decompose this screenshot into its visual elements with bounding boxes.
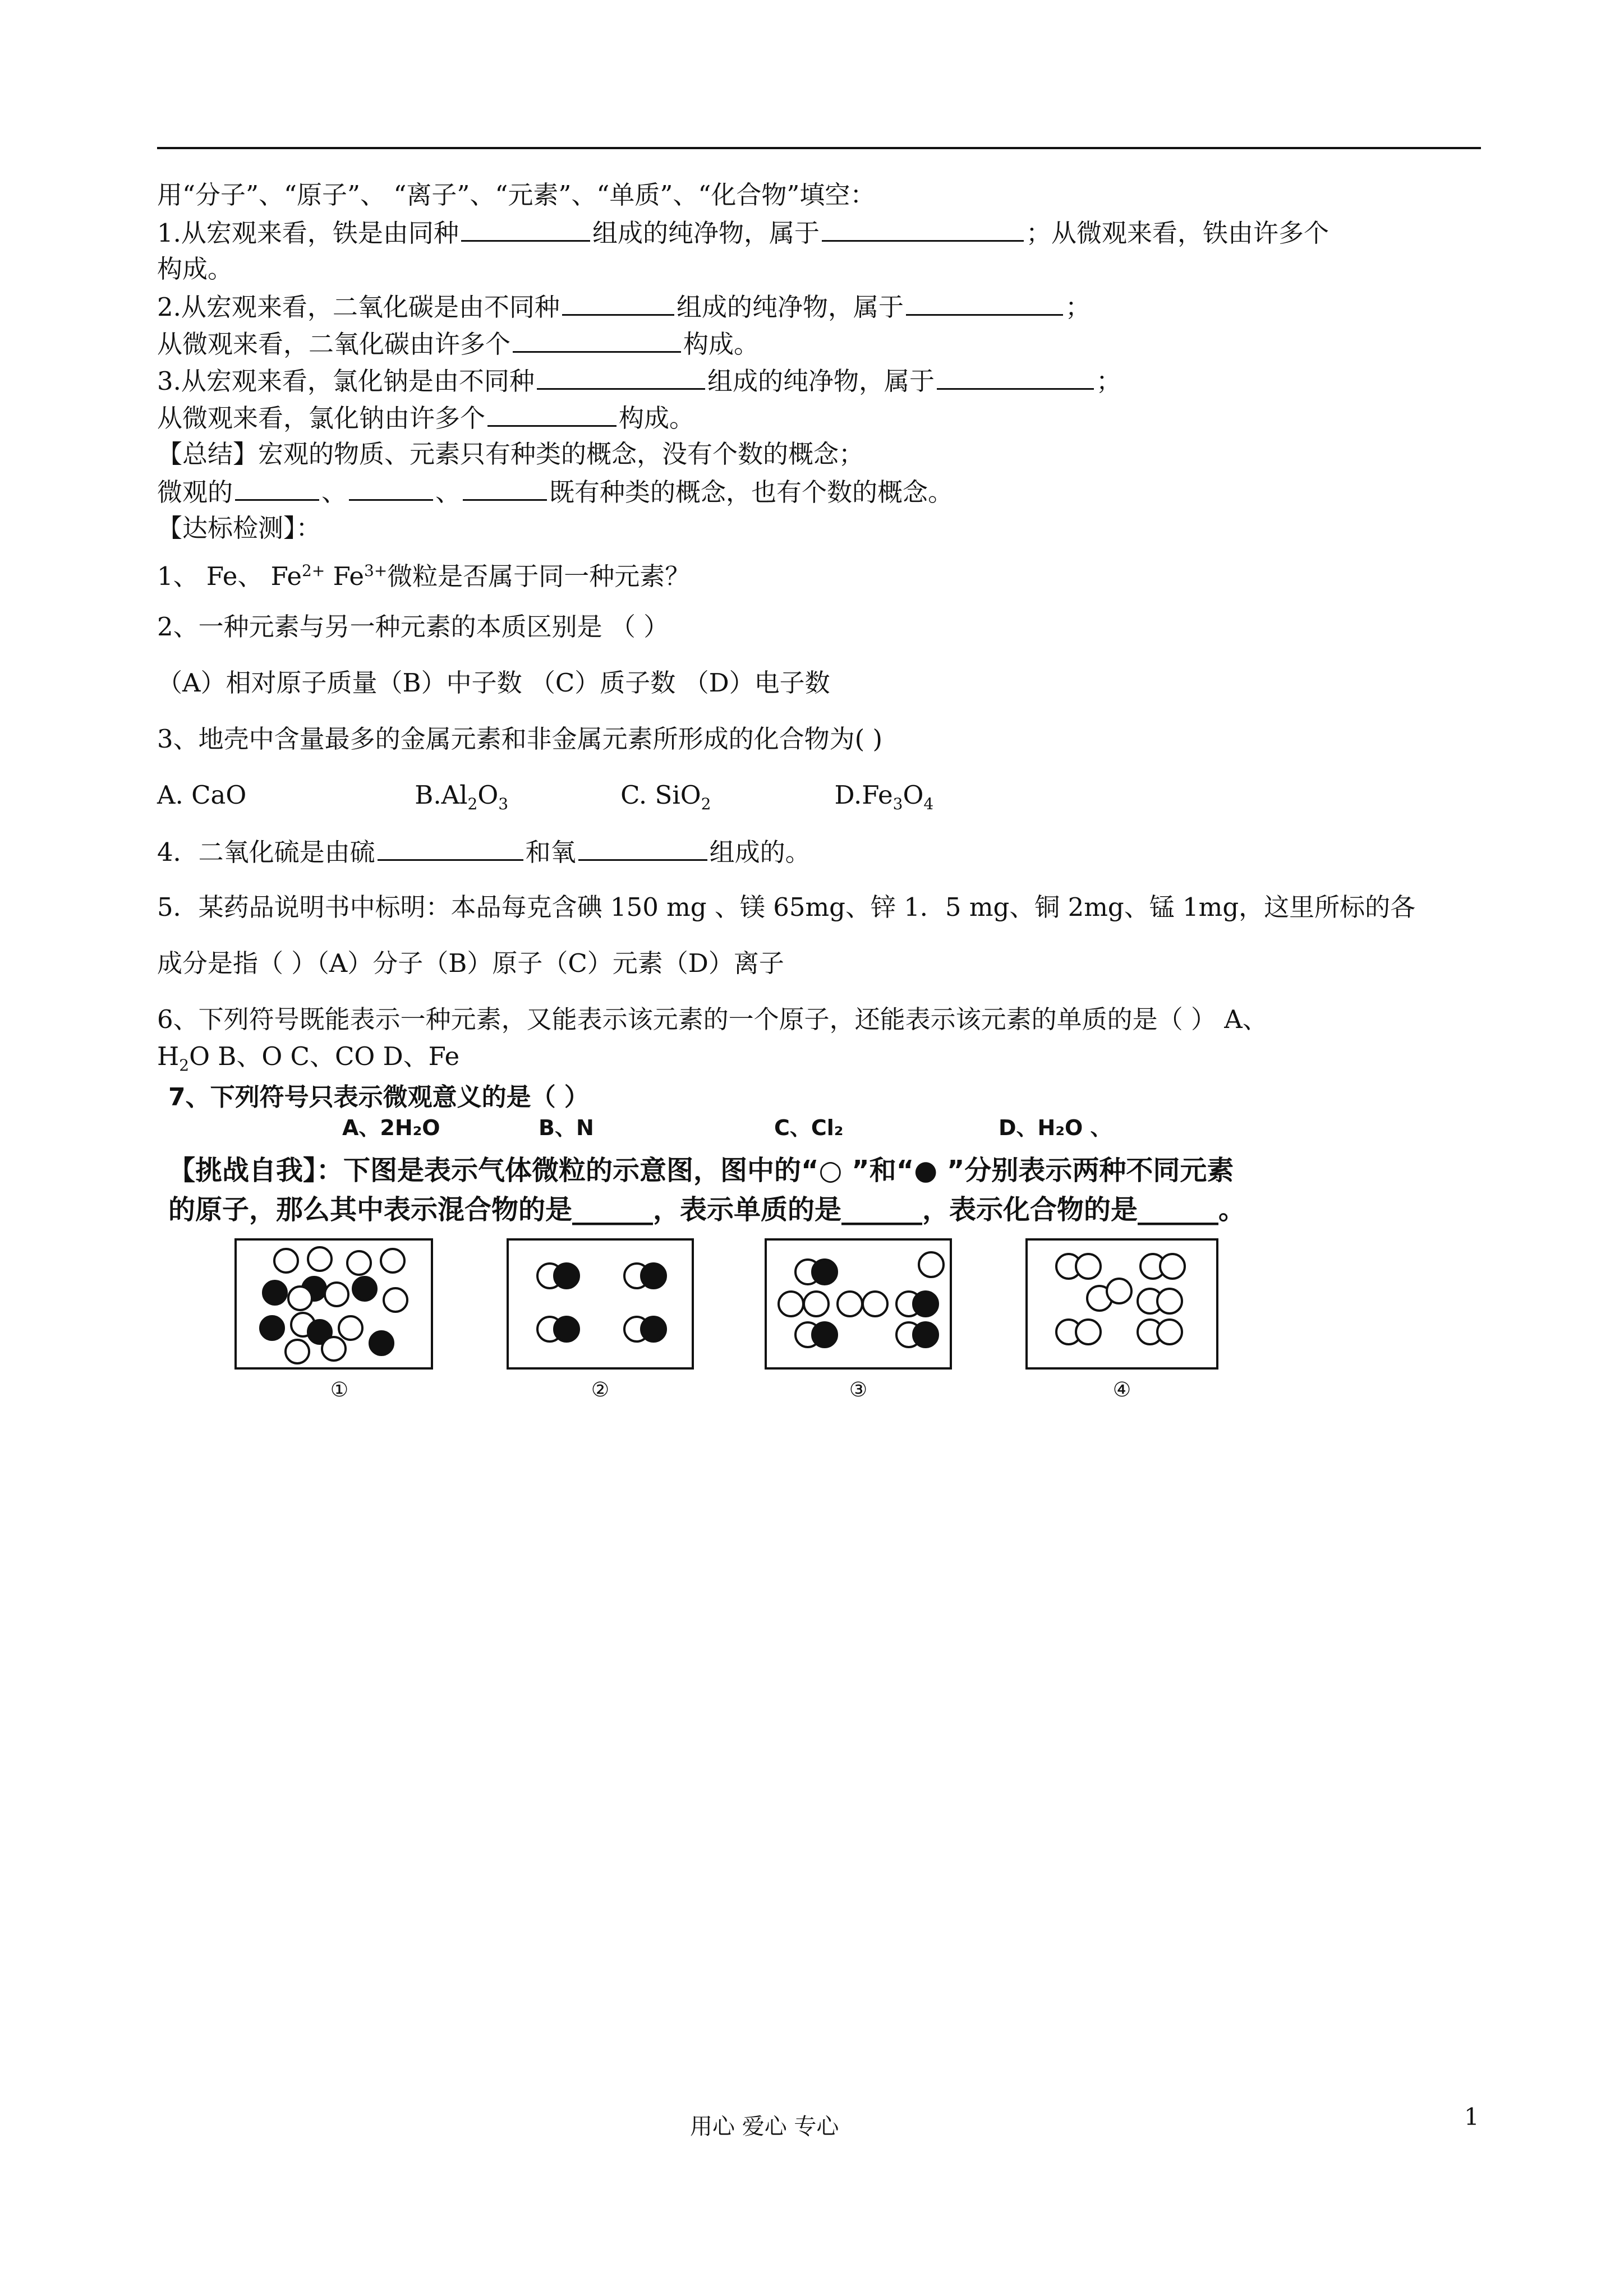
question-3-line-1: 3.从宏观来看，氯化钠是由不同种 组成的纯净物，属于 ； [157,363,1481,398]
box-label-2: ② [591,1378,610,1401]
blank[interactable] [906,289,1063,316]
question-1-line-1: 1.从宏观来看，铁是由同种 组成的纯净物，属于 ；从微观来看，铁由许多个 [157,215,1481,250]
option-b: B、N [539,1115,594,1140]
blank[interactable] [578,835,707,861]
scanned-question-image [157,1066,1447,1424]
test-3-question: 3、地壳中含量最多的金属元素和非金属元素所形成的化合物为( ) [157,724,883,754]
option-c: C、Cl₂ [774,1115,844,1140]
blank[interactable] [463,474,547,501]
test-3-options: A. CaO $B.Al_2O_3$ C. SiO$_2$ $D.Fe_3O_4$ [157,780,934,813]
blank[interactable] [937,363,1094,390]
test-2-options: （A）相对原子质量（B）中子数 （C）质子数 （D）电子数 [157,668,830,698]
option-d: D、H₂O 、 [999,1115,1112,1140]
test-6-line-2: $H_2O$ B、O C、CO D、Fe [157,1041,460,1075]
test-1: 1、 Fe、 $Fe^{2+}$ $Fe^{3+}$微粒是否属于同一种元素？ [157,561,691,591]
blank[interactable] [513,326,681,353]
diagram-box-2 [508,1239,693,1368]
footer-motto: 用心 爱心 专心 [690,2114,839,2140]
summary-line-2: 微观的 、 、 既有种类的概念，也有个数的概念。 [157,474,1481,509]
question-3-line-2: 从微观来看，氯化钠由许多个 构成。 [157,400,1481,435]
molecule-diagram [157,1228,1447,1419]
test-7-question: 7、下列符号只表示微观意义的是（ ） [168,1083,589,1112]
box-label-3: ③ [849,1378,868,1401]
check-title: 【达标检测】： [157,513,321,543]
blank[interactable] [461,215,590,242]
challenge-line-2: 的原子，那么其中表示混合物的是______，表示单质的是______，表示化合物的是______。 [168,1194,1246,1225]
test-5-line-2: 成分是指（ ）（A）分子（B）原子（C）元素（D）离子 [157,948,784,978]
option-a: A、2H₂O [342,1115,440,1140]
blank[interactable] [235,474,319,501]
question-1-line-2: 构成。 [157,254,233,284]
summary-line-1: 【总结】宏观的物质、元素只有种类的概念，没有个数的概念； [157,439,864,469]
test-4: 4．二氧化硫是由硫 和氧 组成的。 [157,835,1481,869]
page-number: 1 [1464,2103,1479,2131]
test-2-question: 2、一种元素与另一种元素的本质区别是 （ ） [157,612,669,642]
blank[interactable] [822,215,1024,242]
box-label-1: ① [330,1378,349,1401]
test-6-line-1: 6、下列符号既能表示一种元素，又能表示该元素的一个原子，还能表示该元素的单质的是（ ） A、 [157,1004,1268,1034]
question-2-line-2: 从微观来看，二氧化碳由许多个 构成。 [157,326,1481,361]
blank[interactable] [487,400,617,427]
blank[interactable] [562,289,674,316]
blank[interactable] [378,835,523,861]
test-5-line-1: 5．某药品说明书中标明：本品每克含碘 150 mg 、镁 65mg、锌 1．5 mg、铜 2mg、锰 1mg，这里所标的各 [157,892,1416,922]
blank[interactable] [537,363,705,390]
question-2-line-1: 2.从宏观来看，二氧化碳是由不同种 组成的纯净物，属于 ； [157,289,1481,324]
header-rule [157,147,1481,149]
challenge-line-1: 【挑战自我】：下图是表示气体微粒的示意图，图中的“○ ”和“● ”分别表示两种不同元素 [168,1155,1234,1186]
intro-text: 用“分子”、“原子”、 “离子”、“元素”、“单质”、“化合物”填空： [157,180,876,210]
blank[interactable] [349,474,433,501]
box-label-4: ④ [1112,1378,1131,1401]
